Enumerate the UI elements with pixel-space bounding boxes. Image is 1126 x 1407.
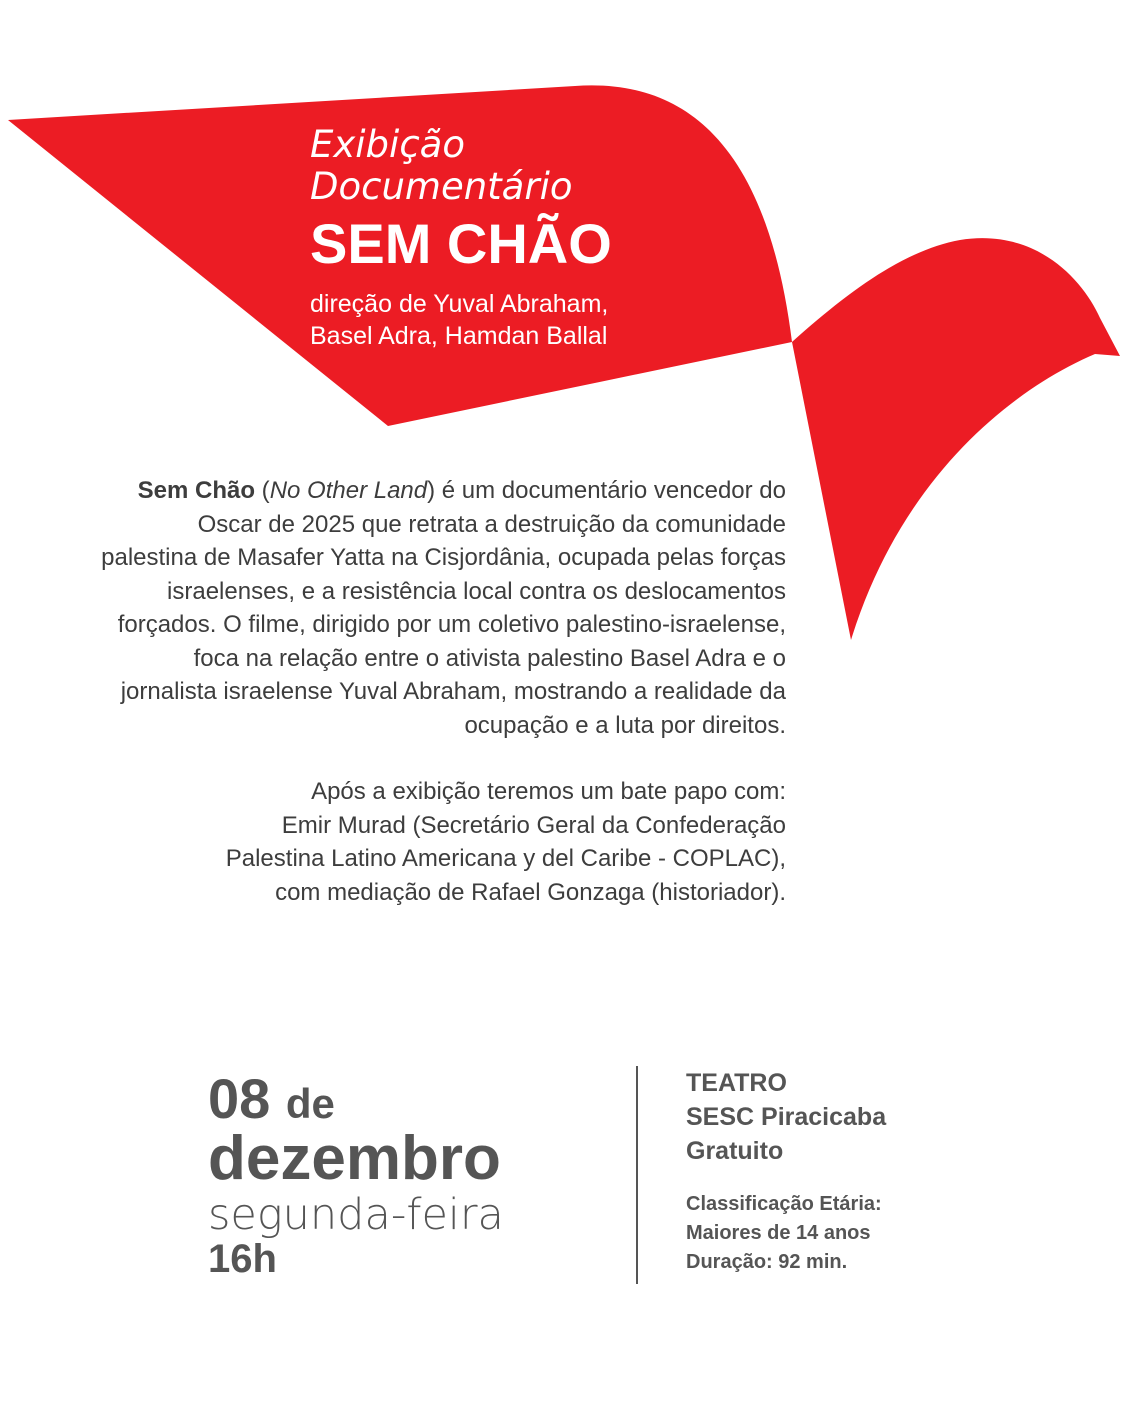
directors-line-2: Basel Adra, Hamdan Ballal — [310, 322, 608, 350]
bird-body-shape — [792, 238, 1120, 640]
directors-credit — [310, 288, 612, 352]
date-hour: 16h — [208, 1237, 277, 1281]
synopsis-block — [96, 474, 786, 909]
synopsis-open-paren: ( — [255, 477, 270, 504]
duration: Duração: 92 min. — [686, 1251, 848, 1273]
vertical-divider — [636, 1066, 638, 1284]
kicker-exibicao: Exibição — [310, 123, 465, 166]
venue-type: TEATRO — [686, 1069, 787, 1097]
synopsis-original-title: No Other Land — [269, 477, 428, 504]
venue-main — [686, 1066, 886, 1168]
date-day-line — [208, 1067, 504, 1131]
debate-line-2: Emir Murad (Secretário Geral da Confederação — [281, 811, 786, 839]
date-preposition: de — [285, 1080, 335, 1127]
venue-name: SESC Piracicaba — [686, 1103, 887, 1131]
debate-line-4: com mediação de Rafael Gonzaga (historiador). — [275, 878, 786, 906]
synopsis-paragraph — [96, 474, 786, 742]
synopsis-text: ) é um documentário vencedor do Oscar de 2025 que retrata a destruição da comunidade palestina de Masafer Yatta na Cisjordânia, ocupada pelas forças israelenses, e a resistência local contra os deslocamentos forçados. O filme, dirigido por um coletivo palestino-israelense, foca na relação entre o ativista palestino Basel Adra e o jornalista israelense Yuval Abraham, mostrando a realidade da ocupação e a luta por direitos. — [101, 477, 786, 739]
event-date — [208, 1067, 504, 1281]
date-weekday: segunda-feira — [208, 1190, 504, 1240]
debate-paragraph — [96, 775, 786, 909]
synopsis-title-bold: Sem Chão — [137, 477, 256, 504]
paragraph-gap — [96, 742, 786, 775]
date-month: dezembro — [208, 1124, 501, 1193]
event-header — [310, 124, 612, 352]
rating-label: Classificação Etária: — [686, 1193, 882, 1215]
venue-info — [686, 1066, 886, 1277]
debate-line-1: Após a exibição teremos um bate papo com: — [311, 778, 786, 805]
directors-line-1: direção de Yuval Abraham, — [310, 290, 609, 318]
kicker-documentario: Documentário — [310, 165, 573, 208]
date-day: 08 — [208, 1067, 271, 1130]
debate-line-3: Palestina Latino Americana y del Caribe - COPLAC), — [225, 845, 786, 872]
venue-price: Gratuito — [686, 1137, 784, 1165]
venue-details — [686, 1190, 886, 1277]
film-title: SEM CHÃO — [310, 212, 612, 275]
rating-value: Maiores de 14 anos — [686, 1222, 871, 1244]
